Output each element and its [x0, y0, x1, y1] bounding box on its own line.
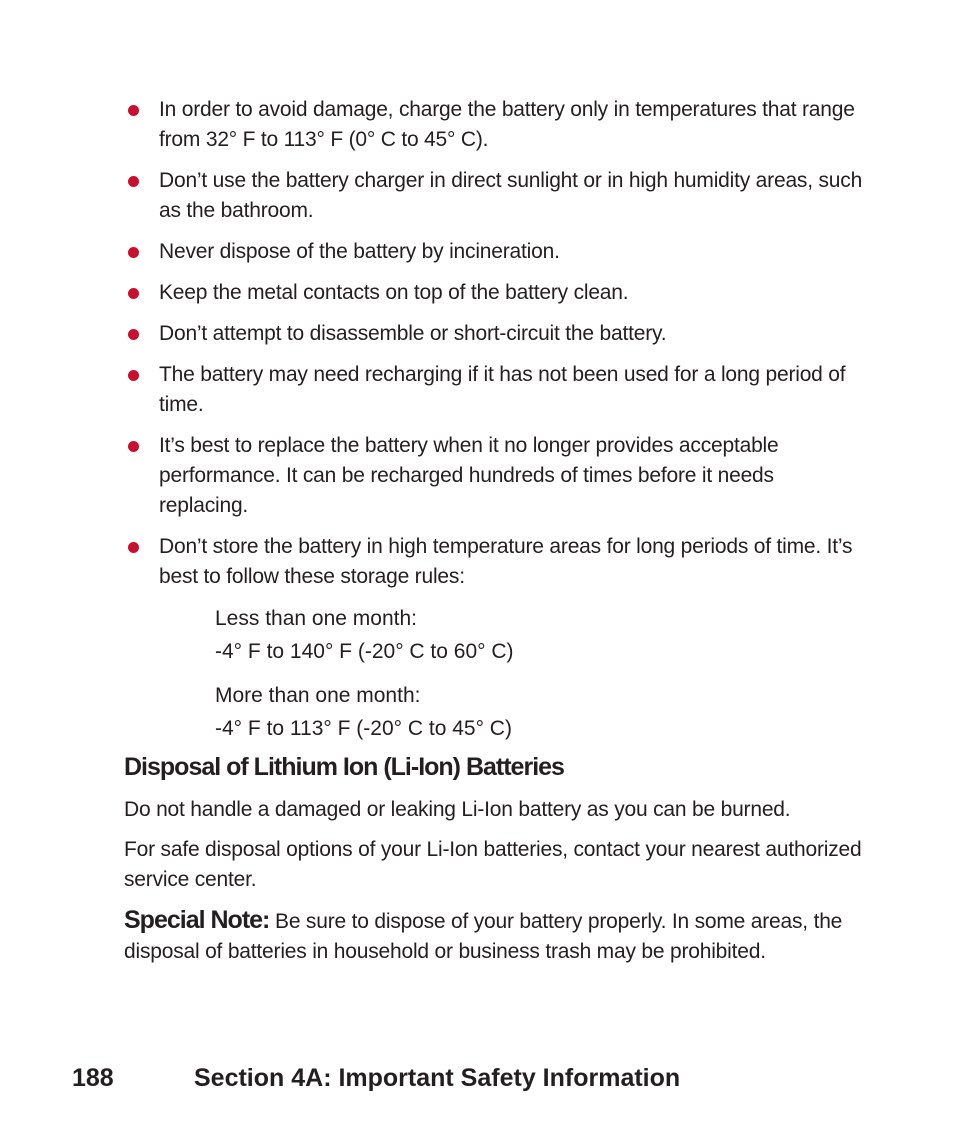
special-note	[124, 905, 864, 967]
special-note-text: Be sure to dispose of your battery properly. In some areas, the disposal of batteries in household or business trash may be prohibited.	[124, 910, 843, 963]
section-heading: Disposal of Lithium Ion (Li-Ion) Batteries	[124, 753, 564, 781]
section-title: Section 4A: Important Safety Information	[194, 1064, 681, 1092]
bullet-icon	[128, 247, 139, 258]
bullet-icon	[128, 105, 139, 116]
bullet-icon	[128, 370, 139, 381]
storage-rule-range: -4° F to 113° F (-20° C to 45° C)	[215, 717, 512, 740]
list-item-text: In order to avoid damage, charge the battery only in temperatures that range from 32° F to 113° F (0° C to 45° C).	[159, 98, 855, 151]
disposal-paragraph: For safe disposal options of your Li-Ion batteries, contact your nearest authorized service center.	[124, 838, 862, 891]
storage-rule-short-term	[215, 602, 715, 668]
page-number: 188	[72, 1064, 114, 1092]
battery-safety-list	[126, 95, 866, 603]
list-item-text: Don’t use the battery charger in direct sunlight or in high humidity areas, such as the bathroom.	[159, 169, 863, 222]
bullet-icon	[128, 176, 139, 187]
page-footer	[72, 1060, 680, 1096]
list-item	[126, 319, 866, 349]
storage-rule-label: Less than one month:	[215, 607, 417, 630]
list-item-text: It’s best to replace the battery when it no longer provides acceptable performance. It can be recharged hundreds of times before it needs replacing.	[159, 434, 779, 517]
bullet-icon	[128, 542, 139, 553]
bullet-icon	[128, 329, 139, 340]
disposal-paragraph: Do not handle a damaged or leaking Li-Ion battery as you can be burned.	[124, 798, 791, 821]
bullet-icon	[128, 288, 139, 299]
list-item	[126, 237, 866, 267]
bullet-icon	[128, 441, 139, 452]
list-item	[126, 532, 866, 592]
special-note-label: Special Note:	[124, 906, 270, 934]
list-item	[126, 166, 866, 226]
list-item	[126, 431, 866, 521]
list-item-text: Don’t attempt to disassemble or short-circuit the battery.	[159, 322, 667, 345]
list-item-text: The battery may need recharging if it has not been used for a long period of time.	[159, 363, 846, 416]
list-item	[126, 278, 866, 308]
list-item	[126, 95, 866, 155]
storage-rule-label: More than one month:	[215, 684, 421, 707]
list-item-text: Never dispose of the battery by incineration.	[159, 240, 560, 263]
storage-rule-long-term	[215, 679, 715, 745]
list-item-text: Keep the metal contacts on top of the battery clean.	[159, 281, 629, 304]
storage-rule-range: -4° F to 140° F (-20° C to 60° C)	[215, 640, 514, 663]
list-item-text: Don’t store the battery in high temperature areas for long periods of time. It’s best to follow these storage rules:	[159, 535, 853, 588]
list-item	[126, 360, 866, 420]
